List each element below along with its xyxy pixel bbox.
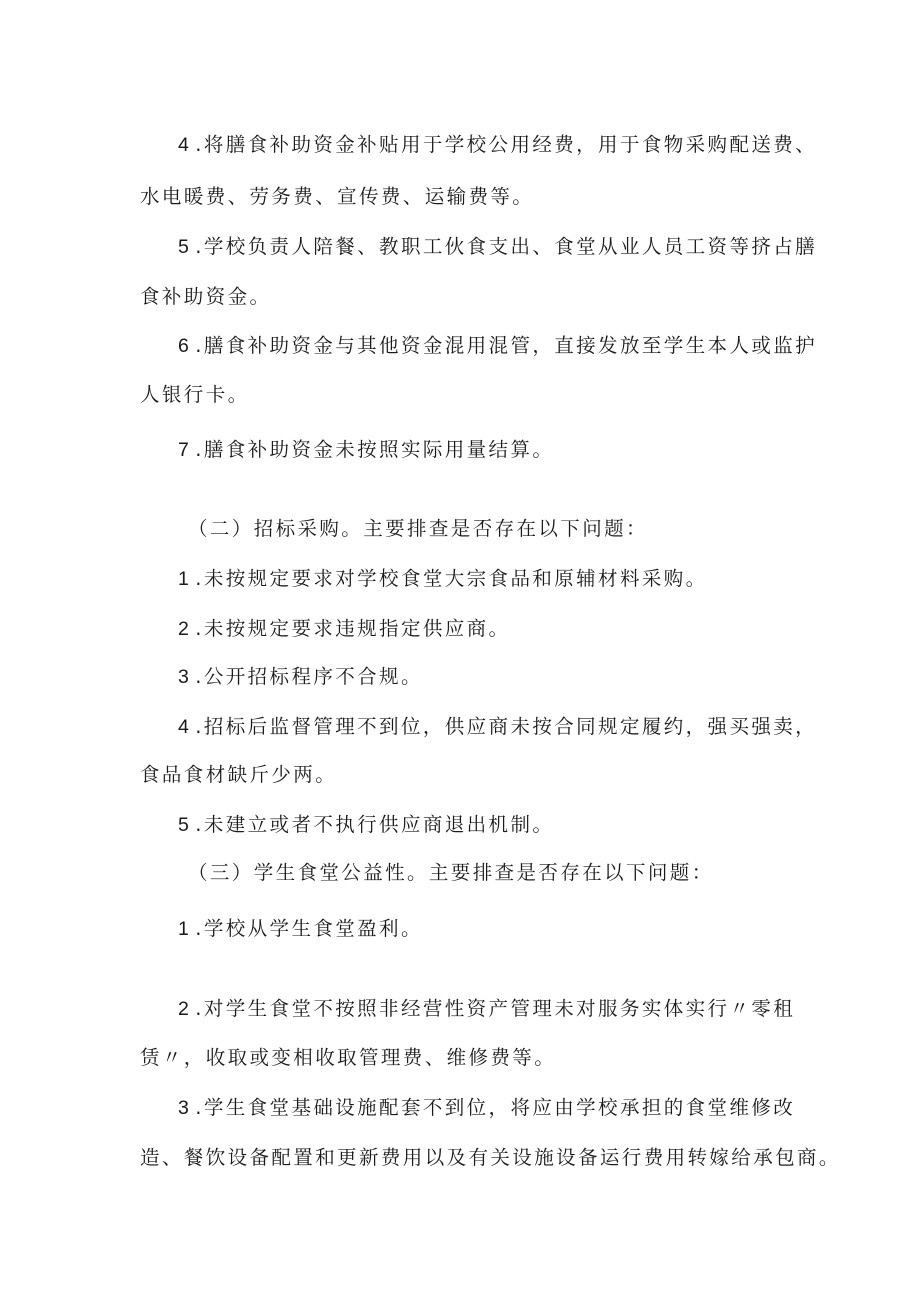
paragraph-line [178,997,795,1021]
section-heading: （二）招标采购。主要排查是否存在以下问题： [188,517,648,540]
item-number: 4 [178,134,192,156]
paragraph-continuation: 食补助资金。 [140,285,272,308]
item-number: 7 [178,439,192,461]
section-heading: （三）学生食堂公益性。主要排查是否存在以下问题： [188,861,714,884]
paragraph-line [178,665,423,689]
item-number: 3 [178,1097,192,1119]
item-number: 2 [178,618,192,640]
item-number: 5 [178,814,192,836]
item-number: 2 [178,998,192,1020]
item-text: .招标后监督管理不到位，供应商未按合同规定履约，强买强卖， [195,715,818,738]
paragraph-line [178,438,554,462]
paragraph-line [178,1096,795,1120]
item-number: 4 [178,716,192,738]
item-text: .将膳食补助资金补贴用于学校公用经费，用于食物采购配送费、 [195,133,818,156]
item-text: .未按规定要求违规指定供应商。 [195,617,511,640]
item-text: .学校负责人陪餐、教职工伙食支出、食堂从业人员工资等挤占膳 [195,235,818,258]
item-text: .对学生食堂不按照非经营性资产管理未对服务实体实行〃零租 [195,997,796,1020]
paragraph-continuation: 造、餐饮设备配置和更新费用以及有关设施设备运行费用转嫁给承包商。 [140,1146,841,1169]
paragraph-continuation: 水电暖费、劳务费、宣传费、运输费等。 [140,185,535,208]
paragraph-line [178,133,817,157]
paragraph-line [178,235,817,259]
item-text: .学校从学生食堂盈利。 [195,917,423,940]
paragraph-line [178,334,817,358]
item-text: .膳食补助资金未按照实际用量结算。 [195,438,555,461]
item-text: .学生食堂基础设施配套不到位，将应由学校承担的食堂维修改 [195,1096,796,1119]
paragraph-continuation: 人银行卡。 [140,383,250,406]
item-number: 1 [178,918,192,940]
paragraph-line [178,715,817,739]
paragraph-line [178,617,510,641]
item-text: .膳食补助资金与其他资金混用混管，直接发放至学生本人或监护 [195,334,818,357]
item-number: 6 [178,335,192,357]
item-number: 5 [178,236,192,258]
paragraph-continuation: 食品食材缺斤少两。 [140,763,338,786]
item-text: .未建立或者不执行供应商退出机制。 [195,813,555,836]
item-number: 3 [178,666,192,688]
item-text: .未按规定要求对学校食堂大宗食品和原辅材料采购。 [195,567,708,590]
paragraph-line [178,567,708,591]
paragraph-continuation: 赁〃，收取或变相收取管理费、维修费等。 [140,1046,557,1069]
item-text: .公开招标程序不合规。 [195,665,423,688]
paragraph-line [178,813,554,837]
item-number: 1 [178,568,192,590]
paragraph-line [178,917,423,941]
